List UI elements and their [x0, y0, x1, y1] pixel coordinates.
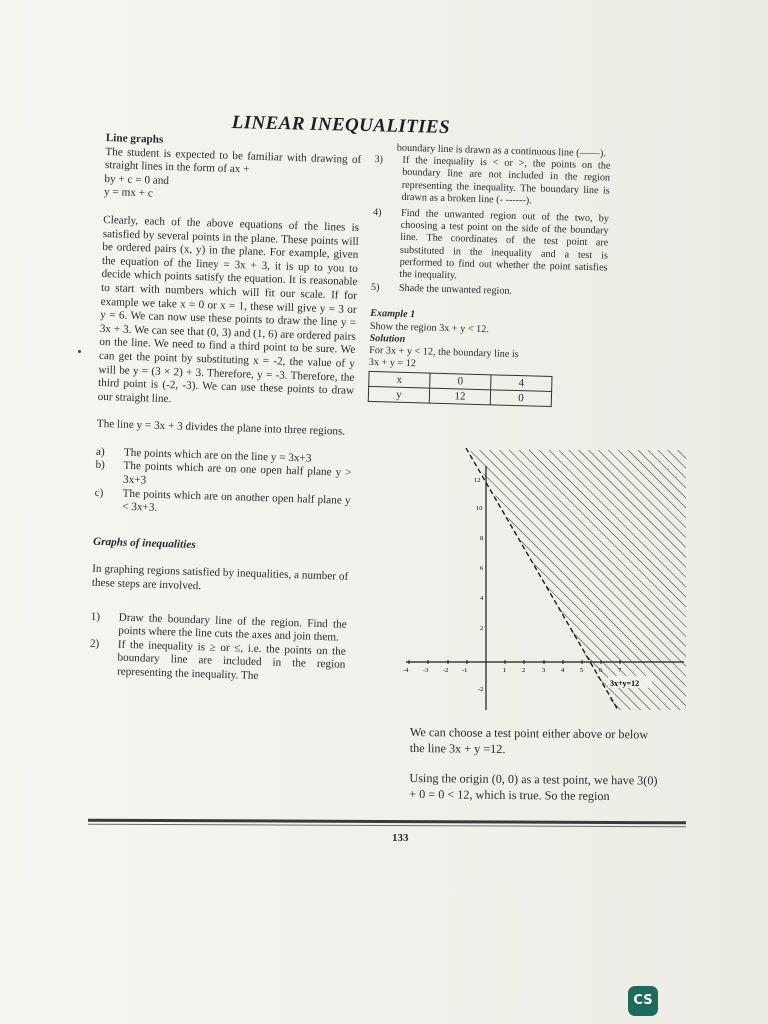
- boundary-line-label: 3x+y=12: [610, 679, 640, 688]
- xy-table: [368, 371, 553, 407]
- continuation-text: boundary line is drawn as a continuous line (——).: [396, 142, 607, 160]
- right-column: [368, 142, 611, 409]
- left-column: [89, 132, 362, 686]
- paragraph-points: Clearly, each of the above equations of the lines is satisfied by several points in the plane. These points will be ordered pairs (x, y) in the plane. For example, given the equation of the liney = 3x + 3, it is up to you to decide which points satisfy the equation. It is reasonable to start with numbers which will fit our scale. If for example we take x = 0 or x = 1, these will give y = 3 or y = 6. We can now use these points to draw the line y = 3x + 3. We can see that (0, 3) and (1, 6) are ordered pairs on the line. We need to find a third point to be sure. We can get the point by substituting x = -2, the value of y will be y = (3 × 2) + 3. Therefore, y = -3. Therefore, the third point is (-2, -3). We can use these points to draw our straight line.: [97, 213, 360, 405]
- list-item: 1) Draw the boundary line of the region. Find the points where the line cuts the axes and join them.: [90, 610, 347, 644]
- x-tick-label: 6: [599, 667, 603, 674]
- y-tick-label: 6: [480, 565, 484, 572]
- intro-line-3: y = mx + c: [103, 186, 153, 200]
- x-tick-label: 5: [580, 667, 584, 674]
- x-tick-label: -2: [443, 667, 449, 674]
- list-item: 5) Shade the unwanted region.: [370, 282, 513, 298]
- list-item: b) The points which are on one open half plane y > 3x+3: [95, 459, 352, 487]
- x-tick-label: 3: [542, 667, 546, 674]
- x-tick-label: -3: [423, 667, 429, 674]
- solution-title: Solution: [369, 332, 406, 345]
- page-number: 133: [392, 832, 409, 844]
- intro-line-1: The student is expected to be familiar with drawing of straight lines in the form of ax +: [104, 145, 362, 176]
- y-tick-label: -2: [478, 686, 484, 693]
- x-tick-label: -1: [462, 667, 468, 674]
- x-tick-label: -4: [403, 667, 409, 674]
- origin-test-paragraph: Using the origin (0, 0) as a test point, we have 3(0) + 0 = 0 < 12, which is true. So the region: [409, 770, 658, 804]
- list-item: a) The points which are on the line y = 3x+3: [95, 445, 312, 465]
- graphs-heading: Graphs of inequalities: [92, 535, 196, 551]
- y-tick-label: 4: [480, 595, 484, 602]
- x-tick-label: 2: [522, 667, 526, 674]
- example-title: Example 1: [370, 308, 416, 321]
- camscanner-logo: CS: [628, 986, 658, 1016]
- bottom-right-text: [409, 724, 664, 805]
- list-item: 3) If the inequality is < or >, the points on the boundary line are not included in the region representing the inequality. The boundary line is drawn as a broken line (- ------).: [374, 154, 611, 207]
- example-text: Show the region 3x + y < 12.: [369, 320, 489, 335]
- list-item: 4) Find the unwanted region out of the two, by choosing a test point on the side of the boundary line. The coordinates of the test point are substituted in the inequality and a test is performed to find out whether the point satisfies the inequality.: [372, 206, 610, 282]
- table-cell: 12: [429, 389, 490, 406]
- test-point-paragraph: We can choose a test point either above or below the line 3x + y =12.: [409, 724, 649, 757]
- table-header-x: x: [369, 372, 430, 389]
- steps-list: [89, 610, 347, 686]
- line-graphs-heading: Line graphs: [105, 132, 164, 146]
- y-tick-label: 12: [474, 477, 481, 484]
- boundary-equation: 3x + y = 12: [368, 357, 417, 370]
- footer-rule-thin: [88, 824, 686, 828]
- table-header-y: y: [368, 387, 429, 404]
- x-tick-label: 7: [618, 667, 622, 674]
- regions-list: [94, 446, 352, 522]
- y-tick-label: 8: [480, 535, 484, 542]
- x-tick-label: 1: [503, 667, 507, 674]
- intro-line-2: by + c = 0 and: [104, 172, 170, 187]
- page-title: LINEAR INEQUALITIES: [231, 112, 451, 138]
- y-tick-label: 10: [476, 505, 483, 512]
- solution-text: For 3x + y < 12, the boundary line is: [369, 344, 519, 361]
- y-tick-label: 2: [480, 625, 484, 632]
- list-item: 2) If the inequality is ≥ or ≤, i.e. the points on the boundary line are included in the region representing the inequality. The: [89, 637, 346, 683]
- table-cell: 4: [491, 375, 552, 392]
- margin-dot: [78, 350, 81, 353]
- table-cell: 0: [430, 374, 491, 391]
- table-cell: 0: [490, 390, 551, 407]
- x-tick-label: 4: [561, 667, 565, 674]
- inequality-graph: [398, 448, 690, 720]
- paragraph-regions: The line y = 3x + 3 divides the plane into three regions.: [96, 418, 346, 438]
- list-item: c) The points which are on another open half plane y < 3x+3.: [94, 486, 351, 515]
- graphs-intro: In graphing regions satisfied by inequalities, a number of these steps are involved.: [91, 563, 349, 593]
- steps-list-continued: [371, 154, 611, 301]
